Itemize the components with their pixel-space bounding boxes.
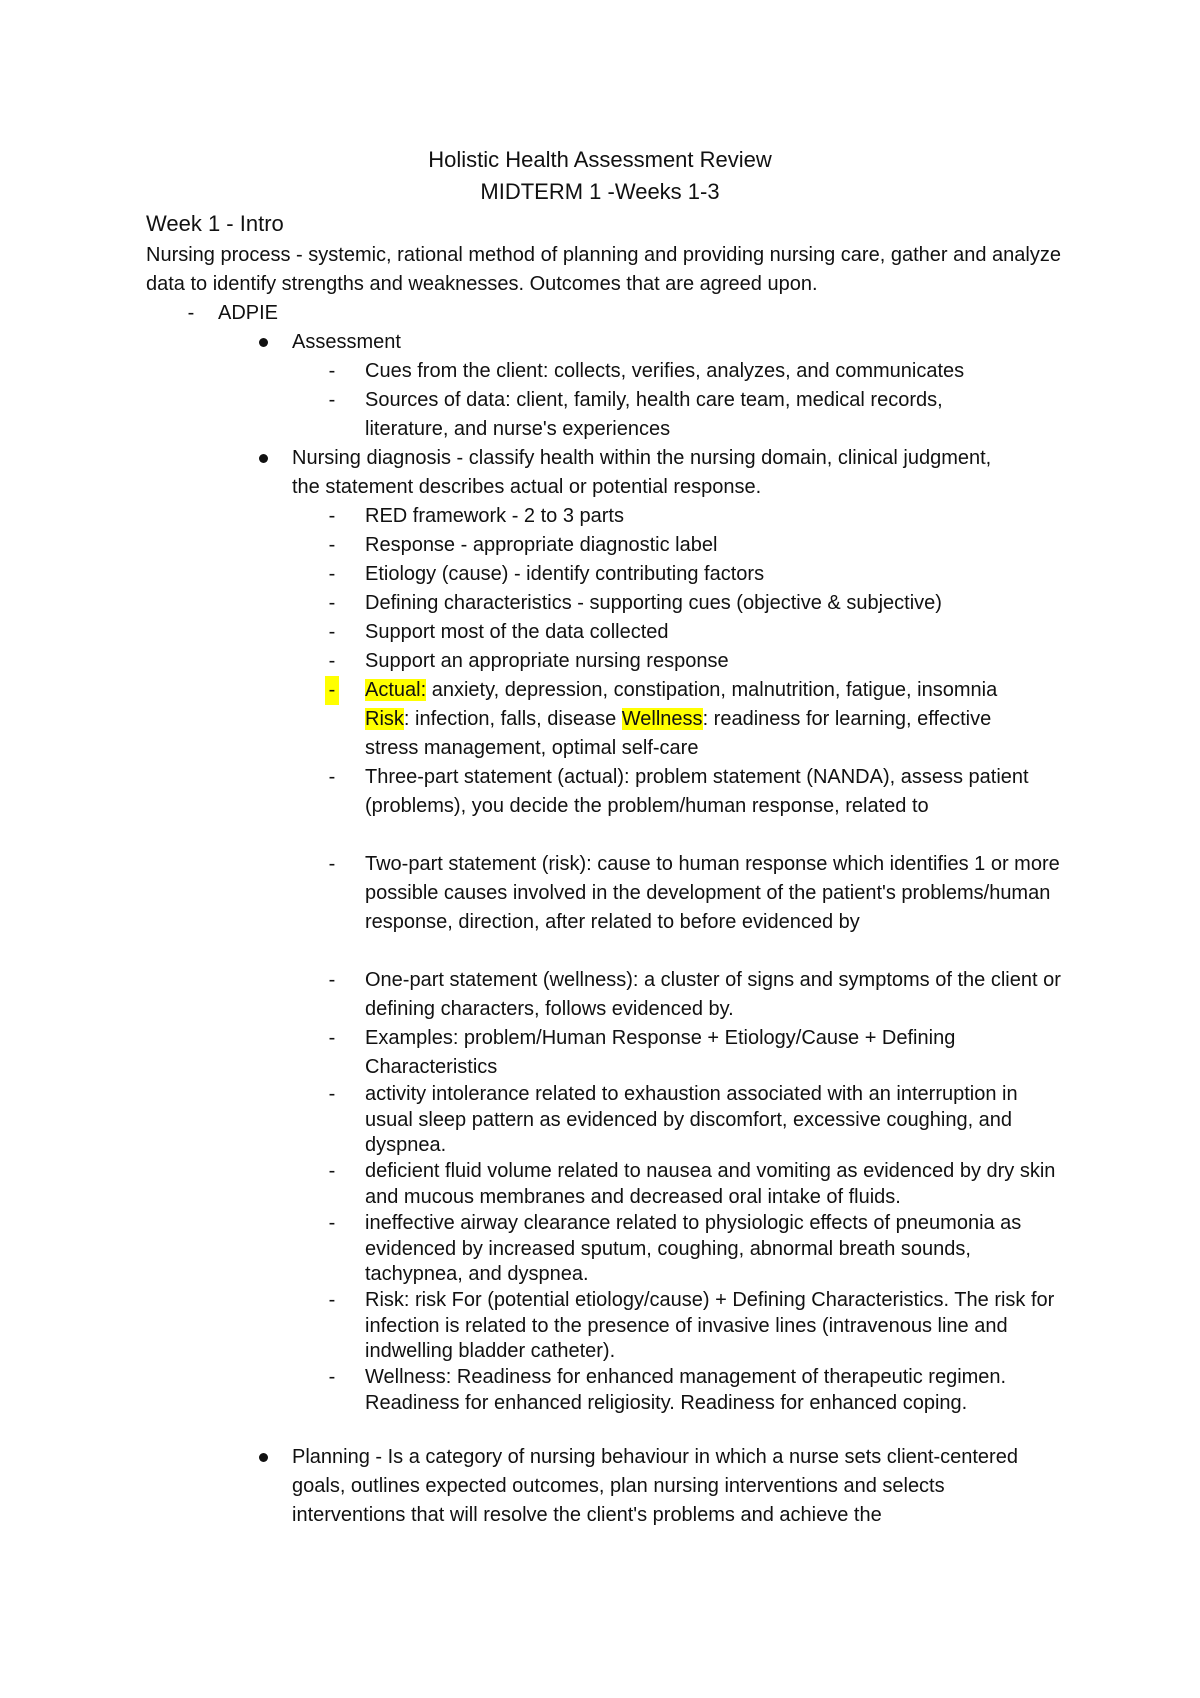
bullet-marker bbox=[259, 338, 268, 347]
list-item-text: Planning - Is a category of nursing behaviour in which a nurse sets client-centered goals, outlines expected outcomes, plan nursing interventions and selects interventions that will resolve the client's problems and achieve the bbox=[292, 1446, 1018, 1526]
list-item-text: Response - appropriate diagnostic label bbox=[365, 534, 718, 556]
list-item-text: Support an appropriate nursing response bbox=[365, 650, 729, 672]
dash-marker: - bbox=[328, 650, 336, 672]
list-item-one-part-statement bbox=[328, 966, 1075, 1024]
list-item-example-wellness bbox=[328, 1365, 1071, 1416]
dash-marker: - bbox=[328, 766, 336, 788]
list-item-two-part-statement bbox=[328, 850, 1071, 937]
dash-marker: - bbox=[325, 676, 339, 705]
list-item-text: Examples: problem/Human Response + Etiology/Cause + Defining Characteristics bbox=[365, 1027, 956, 1078]
list-item-text: ADPIE bbox=[218, 302, 279, 324]
list-item-support-data bbox=[328, 618, 1065, 647]
risk-text: : infection, falls, disease bbox=[403, 708, 622, 730]
list-item-text: activity intolerance related to exhaustion associated with an interruption in usual sleep pattern as evidenced by discomfort, excessive coughing, and dyspnea. bbox=[365, 1083, 1018, 1156]
list-item-defining-characteristics bbox=[328, 589, 1085, 618]
list-item-example-fluid-volume bbox=[328, 1159, 1071, 1210]
wellness-text: : readiness for learning, effective stress management, optimal self-care bbox=[365, 708, 992, 759]
list-item-assessment-cues bbox=[328, 357, 1065, 386]
dash-marker: - bbox=[328, 969, 336, 991]
list-item-example-airway-clearance bbox=[328, 1211, 1071, 1288]
dash-marker: - bbox=[328, 1027, 336, 1049]
list-item-text: One-part statement (wellness): a cluster of signs and symptoms of the client or defining characters, follows evidenced by. bbox=[365, 969, 1061, 1020]
dash-marker: - bbox=[328, 1083, 336, 1105]
list-item-text: RED framework - 2 to 3 parts bbox=[365, 505, 624, 527]
dash-marker: - bbox=[328, 1366, 336, 1388]
list-item-response bbox=[328, 531, 1065, 560]
list-item-text: deficient fluid volume related to nausea and vomiting as evidenced by dry skin and mucous membranes and decreased oral intake of fluids. bbox=[365, 1160, 1056, 1208]
document-title: Holistic Health Assessment Review bbox=[428, 147, 772, 172]
bullet-marker bbox=[259, 1453, 268, 1462]
dash-marker: - bbox=[328, 1160, 336, 1182]
actual-text: anxiety, depression, constipation, malnutrition, fatigue, insomnia bbox=[426, 679, 998, 701]
dash-marker: - bbox=[328, 1289, 336, 1311]
dash-marker: - bbox=[328, 505, 336, 527]
bullet-marker bbox=[259, 454, 268, 463]
list-item-three-part-statement bbox=[328, 763, 1065, 821]
list-item-examples-header bbox=[328, 1024, 1065, 1082]
list-item-example-activity-intolerance bbox=[328, 1082, 1025, 1159]
dash-marker: - bbox=[328, 563, 336, 585]
list-item-nursing-diagnosis bbox=[292, 444, 992, 502]
list-item-example-risk bbox=[328, 1288, 1071, 1365]
dash-marker: - bbox=[187, 302, 195, 324]
list-item-text: Three-part statement (actual): problem statement (NANDA), assess patient (problems), you decide the problem/human response, related to bbox=[365, 766, 1029, 817]
week-heading: Week 1 - Intro bbox=[146, 211, 284, 236]
dash-marker: - bbox=[328, 1212, 336, 1234]
highlight-actual: Actual: bbox=[365, 679, 427, 701]
list-item-etiology bbox=[328, 560, 1065, 589]
document-subtitle: MIDTERM 1 -Weeks 1-3 bbox=[480, 179, 720, 204]
list-item-diagnosis-types bbox=[328, 676, 1005, 763]
dash-marker: - bbox=[328, 389, 336, 411]
list-item-text: Support most of the data collected bbox=[365, 621, 669, 643]
dash-marker: - bbox=[328, 592, 336, 614]
highlight-risk: Risk bbox=[365, 708, 404, 730]
list-item-text: Defining characteristics - supporting cues (objective & subjective) bbox=[365, 592, 942, 614]
dash-marker: - bbox=[328, 853, 336, 875]
list-item-text: ineffective airway clearance related to physiologic effects of pneumonia as evidenced by increased sputum, coughing, abnormal breath sounds, tachypnea, and dyspnea. bbox=[365, 1212, 1022, 1285]
intro-paragraph: Nursing process - systemic, rational method of planning and providing nursing care, gather and analyze data to identify strengths and weaknesses. Outcomes that are agreed upon. bbox=[146, 244, 1061, 295]
list-item-text: Two-part statement (risk): cause to human response which identifies 1 or more possible causes involved in the development of the patient's problems/human response, direction, after related to before evidenced by bbox=[365, 853, 1060, 933]
list-item-text: Sources of data: client, family, health care team, medical records, literature, and nurse's experiences bbox=[365, 389, 943, 440]
list-item-text: Cues from the client: collects, verifies, analyzes, and communicates bbox=[365, 360, 965, 382]
list-item-red-framework bbox=[328, 502, 1065, 531]
list-item-text: Risk: risk For (potential etiology/cause) + Defining Characteristics. The risk for infection is related to the presence of invasive lines (intravenous line and indwelling bladder catheter). bbox=[365, 1289, 1055, 1362]
list-item-text: Etiology (cause) - identify contributing factors bbox=[365, 563, 765, 585]
list-item-assessment bbox=[292, 328, 1052, 357]
list-item-support-response bbox=[328, 647, 1065, 676]
list-item-text: Wellness: Readiness for enhanced management of therapeutic regimen. Readiness for enhanced religiosity. Readiness for enhanced coping. bbox=[365, 1366, 1007, 1414]
dash-marker: - bbox=[328, 534, 336, 556]
dash-marker: - bbox=[328, 360, 336, 382]
list-item-text: Nursing diagnosis - classify health within the nursing domain, clinical judgment, the statement describes actual or potential response. bbox=[292, 447, 992, 498]
list-item-adpie bbox=[187, 299, 918, 328]
list-item-planning bbox=[292, 1443, 1052, 1530]
highlight-wellness: Wellness bbox=[621, 708, 703, 730]
list-item-text: Assessment bbox=[292, 331, 401, 353]
dash-marker: - bbox=[328, 621, 336, 643]
list-item-assessment-sources bbox=[328, 386, 1025, 444]
